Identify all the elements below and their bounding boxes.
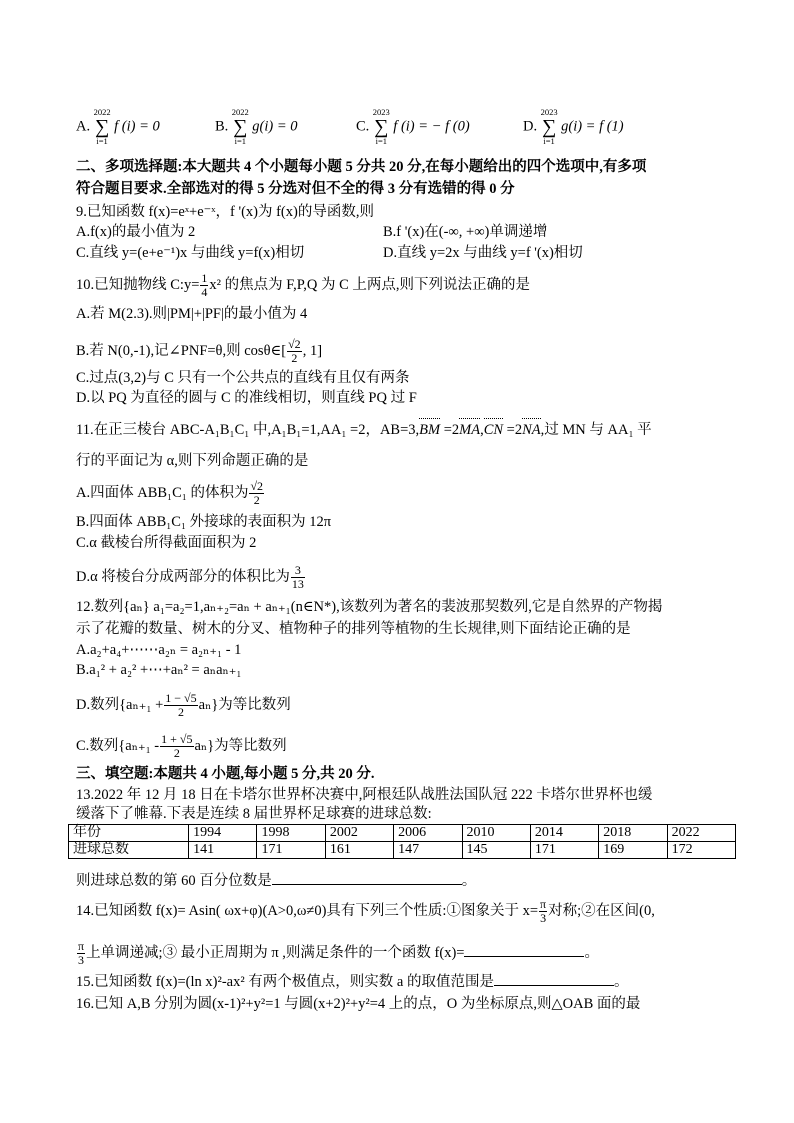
table-cell: 年份 <box>69 825 189 842</box>
q14-stem-line2: $\frac{\pi}{3}$ 上单调递减;③ 最小正周期为 π ,则满足条件的一个函数 f(x)= 。 <box>78 939 599 967</box>
summation-symbol: 2023 ∑ i=1 <box>372 107 390 146</box>
q11-option-c: C.α 截棱台所得截面面积为 2 <box>76 535 257 551</box>
table-cell: 145 <box>462 842 530 859</box>
section-2-heading-line2: 符合题目要求.全部选对的得 5 分选对但不全的得 3 分有选错的得 0 分 <box>76 181 515 197</box>
q8-option-c: C. 2023 ∑ i=1 f (i) = − f (0) <box>356 107 470 146</box>
q15-question: 15.已知函数 f(x)=(ln x)²-ax² 有两个极值点，则实数 a 的取值范围是 。 <box>76 974 629 990</box>
fraction: $\frac{√2}{2}$ <box>250 479 264 507</box>
q13-stem-line2: 缓落下了帷幕.下表是连续 8 届世界杯足球赛的进球总数: <box>76 806 432 822</box>
table-cell: 171 <box>257 842 325 859</box>
q11-option-b: B.四面体 ABB₁C₁ 外接球的表面积为 12π <box>76 514 332 530</box>
table-cell: 1994 <box>189 825 257 842</box>
q13-stem-line1: 13.2022 年 12 月 18 日在卡塔尔世界杯决赛中,阿根廷队战胜法国队冠 222 卡塔尔世界杯也缓 <box>76 787 653 803</box>
q9-stem: 9.已知函数 f(x)=eˣ+e⁻ˣ，f '(x)为 f(x)的导函数,则 <box>76 204 374 220</box>
q10-stem: 10.已知抛物线 C:y= $\frac{1}{4}$ x² 的焦点为 F,P,Q 为 C 上两点,则下列说法正确的是 <box>76 271 530 299</box>
summation-symbol: 2022 ∑ i=1 <box>93 107 111 146</box>
q9-option-c: C.直线 y=(e+e⁻¹)x 与曲线 y=f(x)相切 <box>76 245 305 261</box>
table-cell: 141 <box>189 842 257 859</box>
table-row <box>69 825 736 842</box>
q9-option-a: A.f(x)的最小值为 2 <box>76 224 196 240</box>
fraction: $\frac{3}{13}$ <box>291 563 304 591</box>
q11-stem-line1: 11.在正三棱台 ABC-A₁B₁C₁ 中,A₁B₁=1,AA₁ =2，AB=3,BM =2MA,CN =2NA,过 MN 与 AA₁ 平 <box>76 422 652 438</box>
answer-blank[interactable] <box>494 973 614 986</box>
q12-option-b: B.a₁² + a₂² +⋯+aₙ² = aₙaₙ₊₁ <box>76 662 242 678</box>
table-cell: 147 <box>394 842 462 859</box>
q12-stem-line2: 示了花瓣的数量、树木的分叉、植物种子的排列等植物的生长规律,则下面结论正确的是 <box>76 621 631 637</box>
q10-option-a: A.若 M(2.3).则|PM|+|PF|的最小值为 4 <box>76 306 308 322</box>
table-cell: 2002 <box>325 825 393 842</box>
q11-option-d: D.α 将棱台分成两部分的体积比为 $\frac{3}{13}$ <box>76 563 304 591</box>
q10-option-d: D.以 PQ 为直径的圆与 C 的准线相切，则直线 PQ 过 F <box>76 390 417 406</box>
q12-option-a: A.a₂+a₄+⋯⋯a₂ₙ = a₂ₙ₊₁ - 1 <box>76 642 242 658</box>
q11-option-a: A.四面体 ABB₁C₁ 的体积为 $\frac{√2}{2}$ <box>76 479 264 507</box>
table-cell: 169 <box>599 842 667 859</box>
table-cell: 2022 <box>667 825 735 842</box>
q9-option-b: B.f '(x)在(-∞, +∞)单调递增 <box>383 224 548 240</box>
q9-option-d: D.直线 y=2x 与曲线 y=f '(x)相切 <box>383 245 583 261</box>
fraction: $\frac{1}{4}$ <box>201 271 208 299</box>
answer-blank[interactable] <box>272 872 462 885</box>
fraction: $\frac{\pi}{3}$ <box>540 897 547 925</box>
table-cell: 171 <box>530 842 598 859</box>
q8-option-a: A. 2022 ∑ i=1 f (i) = 0 <box>76 107 160 146</box>
q8-option-b: B. 2022 ∑ i=1 g(i) = 0 <box>215 107 298 146</box>
q16-question: 16.已知 A,B 分别为圆(x-1)²+y²=1 与圆(x+2)²+y²=4 上的点，O 为坐标原点,则△OAB 面的最 <box>76 996 641 1012</box>
q8-option-d: D. 2023 ∑ i=1 g(i) = f (1) <box>523 107 624 146</box>
summation-symbol: 2023 ∑ i=1 <box>540 107 558 146</box>
table-row <box>69 842 736 859</box>
table-cell: 2014 <box>530 825 598 842</box>
q11-stem-line2: 行的平面记为 α,则下列命题正确的是 <box>76 453 309 469</box>
section-2-heading-line1: 二、多项选择题:本大题共 4 个小题每小题 5 分共 20 分,在每小题给出的四个选项中,有多项 <box>76 159 647 175</box>
table-cell: 进球总数 <box>69 842 189 859</box>
answer-blank[interactable] <box>464 944 584 957</box>
summation-symbol: 2022 ∑ i=1 <box>231 107 249 146</box>
q12-stem-line1: 12.数列{aₙ} a₁=a₂=1,aₙ₊₂=aₙ + aₙ₊₁(n∈N*),该数列为著名的裴波那契数列,它是自然界的产物揭 <box>76 599 663 615</box>
table-cell: 172 <box>667 842 735 859</box>
world-cup-goals-table <box>68 824 736 859</box>
table-cell: 2010 <box>462 825 530 842</box>
fraction: $\frac{1 - √5}{2}$ <box>165 691 197 719</box>
fraction: $\frac{√2}{2}$ <box>288 337 301 365</box>
fraction: $\frac{\pi}{3}$ <box>78 939 85 967</box>
table-cell: 2018 <box>599 825 667 842</box>
q10-option-c: C.过点(3,2)与 C 只有一个公共点的直线有且仅有两条 <box>76 370 410 386</box>
q12-option-d: D.数列{aₙ₊₁ + $\frac{1 - √5}{2}$ aₙ}为等比数列 <box>76 691 291 719</box>
q10-option-b: B.若 N(0,-1),记∠PNF=θ,则 cosθ∈[ $\frac{√2}{2}$ , 1] <box>76 337 323 365</box>
table-cell: 161 <box>325 842 393 859</box>
fraction: $\frac{1 + √5}{2}$ <box>161 732 193 760</box>
section-3-heading: 三、填空题:本题共 4 小题,每小题 5 分,共 20 分. <box>76 766 375 782</box>
table-cell: 2006 <box>394 825 462 842</box>
table-cell: 1998 <box>257 825 325 842</box>
q12-option-c: C.数列{aₙ₊₁ - $\frac{1 + √5}{2}$ aₙ}为等比数列 <box>76 732 287 760</box>
q13-question: 则进球总数的第 60 百分位数是 。 <box>76 873 477 889</box>
q14-stem-line1: 14.已知函数 f(x)= Asin( ωx+φ)(A>0,ω≠0)具有下列三个性质:①图象关于 x= $\frac{\pi}{3}$ 对称;②在区间(0, <box>76 897 655 925</box>
